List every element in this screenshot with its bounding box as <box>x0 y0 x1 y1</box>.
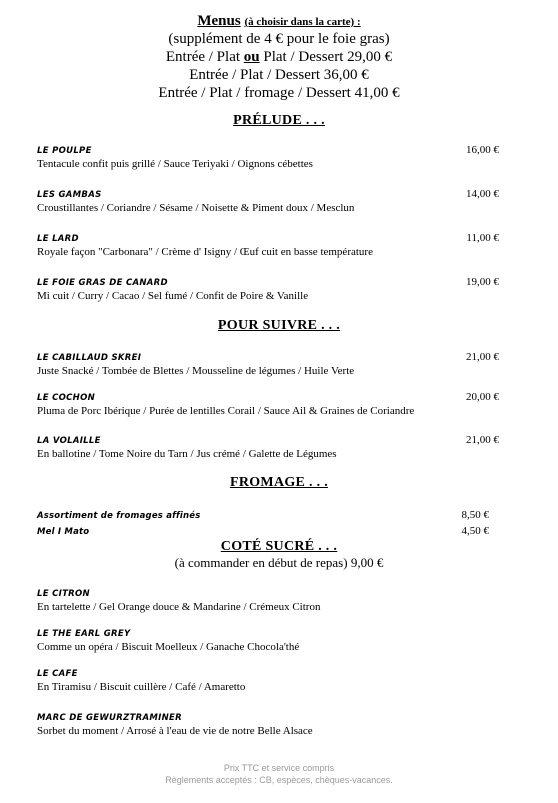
menu-item <box>37 629 499 654</box>
supplement-line: (supplément de 4 € pour le foie gras) <box>168 31 390 47</box>
menu-item <box>37 589 499 614</box>
item-price: 16,00 € <box>466 144 499 156</box>
item-name: MARC DE GEWURZTRAMINER <box>37 713 182 723</box>
item-name: LE POULPE <box>37 146 92 156</box>
menu-item <box>37 713 499 738</box>
item-desc: Sorbet du moment / Arrosé à l'eau de vie de notre Belle Alsace <box>37 725 313 737</box>
item-desc: Mi cuit / Curry / Cacao / Sel fumé / Confit de Poire & Vanille <box>37 290 309 302</box>
item-name: LE FOIE GRAS DE CANARD <box>37 278 168 288</box>
menu-item <box>37 669 499 694</box>
item-price: 14,00 € <box>466 188 499 200</box>
item-price: 20,00 € <box>466 391 499 403</box>
item-name: LES GAMBAS <box>37 190 102 200</box>
formula-3: Entrée / Plat / fromage / Dessert 41,00 € <box>158 85 400 101</box>
menu-item <box>37 436 499 461</box>
section-title-sucre: COTÉ SUCRÉ . . . <box>220 539 338 554</box>
item-name: LE COCHON <box>37 393 96 403</box>
section-title-fromage: FROMAGE . . . <box>229 475 328 490</box>
item-desc: Comme un opéra / Biscuit Moelleux / Ganache Chocola'thé <box>37 641 300 653</box>
item-name: Mel I Mato <box>37 527 90 537</box>
section-title-pour-suivre: POUR SUIVRE . . . <box>217 318 341 333</box>
item-desc: Juste Snacké / Tombée de Blettes / Mousseline de légumes / Huile Verte <box>37 365 355 377</box>
item-name: LE CAFE <box>37 669 78 679</box>
item-price: 19,00 € <box>466 276 499 288</box>
cheese-item <box>37 511 489 521</box>
item-desc: En Tiramisu / Biscuit cuillère / Café / Amaretto <box>37 681 246 693</box>
item-price: 8,50 € <box>461 509 489 521</box>
menu-item <box>37 146 499 171</box>
item-price: 4,50 € <box>461 525 489 537</box>
item-desc: En ballotine / Tome Noire du Tarn / Jus crémé / Galette de Légumes <box>37 448 337 460</box>
menu-header <box>0 13 558 102</box>
item-desc: Royale façon "Carbonara" / Crème d' Isigny / Œuf cuit en basse température <box>37 246 373 258</box>
menu-title <box>0 13 558 30</box>
menu-item <box>37 353 499 378</box>
section-title-prelude: PRÉLUDE . . . <box>233 113 325 128</box>
item-price: 21,00 € <box>466 434 499 446</box>
footer <box>0 762 558 786</box>
item-desc: Pluma de Porc Ibérique / Purée de lentilles Corail / Sauce Ail & Graines de Coriandre <box>37 405 415 417</box>
formula-2: Entrée / Plat / Dessert 36,00 € <box>189 67 369 83</box>
item-price: 11,00 € <box>466 232 499 244</box>
menu-item <box>37 190 499 215</box>
formula-1 <box>0 48 558 66</box>
formula-1-ou: ou <box>243 49 260 65</box>
item-desc: Croustillantes / Coriandre / Sésame / Noisette & Piment doux / Mesclun <box>37 202 355 214</box>
cheese-item <box>37 527 489 537</box>
item-desc: Tentacule confit puis grillé / Sauce Teriyaki / Oignons cébettes <box>37 158 313 170</box>
menu-item <box>37 393 499 418</box>
item-name: LE LARD <box>37 234 79 244</box>
formula-1-a: Entrée / Plat <box>165 49 244 65</box>
item-name: LE CITRON <box>37 589 90 599</box>
item-name: Assortiment de fromages affinés <box>37 511 201 521</box>
footer-payment-note: Règlements acceptés : CB, espèces, chèques-vacances. <box>165 775 393 785</box>
item-price: 21,00 € <box>466 351 499 363</box>
dessert-price-note: (à commander en début de repas) 9,00 € <box>174 555 384 570</box>
formula-1-b: Plat / Dessert 29,00 € <box>263 49 393 65</box>
item-name: LE CABILLAUD SKREI <box>37 353 142 363</box>
footer-price-note: Prix TTC et service compris <box>223 763 335 773</box>
item-desc: En tartelette / Gel Orange douce & Mandarine / Crémeux Citron <box>37 601 321 613</box>
menu-item <box>37 278 499 303</box>
item-name: LA VOLAILLE <box>37 436 101 446</box>
menu-title-note: (à choisir dans la carte) : <box>244 16 361 28</box>
menu-title-main: Menus <box>197 13 241 29</box>
item-name: LE THE EARL GREY <box>37 629 131 639</box>
menu-item <box>37 234 499 259</box>
